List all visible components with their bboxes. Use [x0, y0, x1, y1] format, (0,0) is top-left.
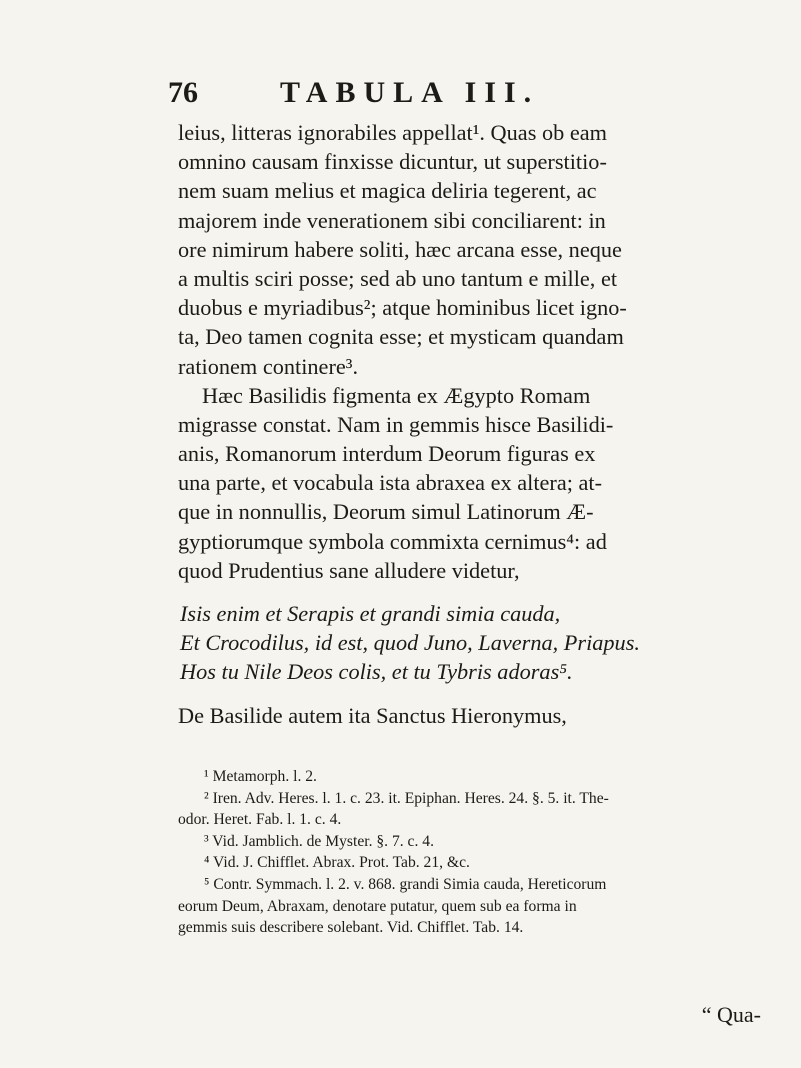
footnote: ⁴ Vid. J. Chifflet. Abrax. Prot. Tab. 21, &c. [204, 854, 470, 872]
paragraph-3: De Basilide autem ita Sanctus Hieronymus, [178, 702, 567, 728]
footnote-continuation: odor. Heret. Fab. l. 1. c. 4. [178, 811, 342, 829]
text-line: ore nimirum habere soliti, hæc arcana esse, neque [178, 236, 622, 262]
text-line: omnino causam finxisse dicuntur, ut superstitio- [178, 149, 607, 175]
text-line: ta, Deo tamen cognita esse; et mysticam quandam [178, 324, 624, 350]
page-header [168, 76, 768, 116]
verse-quotation [178, 599, 772, 687]
text-line: a multis sciri posse; sed ab uno tantum e mille, et [178, 265, 618, 291]
footnote-continuation: gemmis suis describere solebant. Vid. Chifflet. Tab. 14. [178, 919, 524, 937]
main-text [178, 118, 772, 730]
paragraph-1 [178, 118, 772, 381]
text-line: nem suam melius et magica deliria tegerent, ac [178, 178, 597, 204]
verse-line: Isis enim et Serapis et grandi simia cauda, [180, 601, 561, 626]
paragraph-2 [178, 381, 772, 585]
text-line: migrasse constat. Nam in gemmis hisce Basilidi- [178, 411, 614, 437]
page-number: 76 [168, 76, 198, 109]
footnote: ⁵ Contr. Symmach. l. 2. v. 868. grandi Simia cauda, Hereticorum [204, 875, 607, 893]
footnote: ² Iren. Adv. Heres. l. 1. c. 23. it. Epiphan. Heres. 24. §. 5. it. The- [204, 789, 609, 807]
text-line: gyptiorumque symbola commixta cernimus⁴: ad [178, 528, 607, 554]
text-line: rationem continere³. [178, 353, 359, 379]
footnote: ¹ Metamorph. l. 2. [204, 768, 317, 785]
text-line: anis, Romanorum interdum Deorum figuras ex [178, 441, 596, 467]
text-line: una parte, et vocabula ista abraxea ex altera; at- [178, 470, 603, 496]
catchword: “ Qua- [701, 1002, 761, 1027]
text-line: leius, litteras ignorabiles appellat¹. Quas ob eam [178, 120, 607, 145]
verse-line: Et Crocodilus, id est, quod Juno, Laverna, Priapus. [180, 630, 640, 656]
running-title: TABULA III. [280, 76, 540, 109]
text-line: que in nonnullis, Deorum simul Latinorum Æ- [178, 499, 594, 525]
footnotes [178, 766, 772, 939]
footnote: ³ Vid. Jamblich. de Myster. §. 7. c. 4. [204, 832, 434, 850]
footnote-continuation: eorum Deum, Abraxam, denotare putatur, quem sub ea forma in [178, 897, 577, 915]
text-line: duobus e myriadibus²; atque hominibus licet igno- [178, 295, 627, 321]
text-line: Hæc Basilidis figmenta ex Ægypto Romam [202, 382, 591, 408]
text-line: majorem inde venerationem sibi conciliarent: in [178, 207, 606, 233]
text-line: quod Prudentius sane alludere videtur, [178, 557, 520, 583]
verse-line: Hos tu Nile Deos colis, et tu Tybris adoras⁵. [180, 659, 573, 685]
